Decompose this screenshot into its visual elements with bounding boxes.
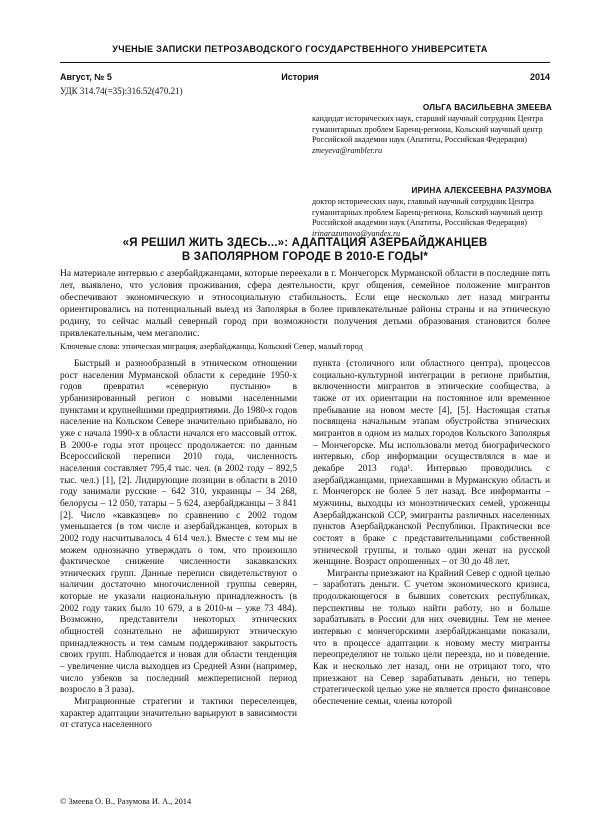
- author-block: [312, 103, 552, 156]
- body-column-right: [313, 359, 550, 709]
- journal-title: УЧЕНЫЕ ЗАПИСКИ ПЕТРОЗАВОДСКОГО ГОСУДАРСТВЕННОГО УНИВЕРСИТЕТА: [112, 44, 488, 54]
- body-column-left: [60, 359, 297, 732]
- article-title-line: «Я РЕШИЛ ЖИТЬ ЗДЕСЬ...»: АДАПТАЦИЯ АЗЕРБАЙДЖАНЦЕВ: [122, 237, 488, 249]
- author-email[interactable]: zmeyeva@rambler.ru: [312, 145, 383, 155]
- copyright-note: © Змеева О. В., Разумова И. А., 2014: [60, 797, 192, 806]
- body-paragraph: Мигранты приезжают на Крайний Север с одной целью – заработать деньги. С учетом экономического кризиса, продолжающегося в бывших советских республиках, перспективы не только найти работу, но и больше зарабатывать в России для них очевидны. Тем не менее интервью с мончегорскими азербайджанцами показали, что в процессе адаптации к новому месту мигранты переопределяют не только цели переезда, но и поведение. Как и несколько лет назад, они не отрицают того, что приезжают на Север зарабатывать деньги, но теперь стратегической целью уже не является просто финансовое обеспечение семьи, члены которой: [313, 568, 550, 708]
- year-label: 2014: [529, 72, 550, 82]
- article-title-line: В ЗАПОЛЯРНОМ ГОРОДЕ В 2010-Е ГОДЫ*: [181, 251, 429, 263]
- author-affiliation: кандидат исторических наук, старший научный сотрудник Центра гуманитарных проблем Баренц-региона, Кольский научный центр Российской академии наук (Апатиты, Российская Федерация): [312, 114, 543, 145]
- section-label: История: [281, 72, 319, 82]
- abstract: На материале интервью с азербайджанцами, которые переехали в г. Мончегорск Мурманской области в последние пять лет, выявлено, что условия проживания, сфера деятельности, круг общения, семейное положение мигрантов обеспечивают экономическую и этносоциальную стабильность. Если еще несколько лет назад мигранты ориентировались на потенциальный выезд из Заполярья в более привлекательные районы страны и на этническую родину, то сейчас малый северный город при возможности получения детьми образования становится более привлекательным, чем мегаполис.: [60, 268, 550, 339]
- issue-label: Август, № 5: [60, 72, 112, 82]
- udk-code: УДК 314.74(=35):316.52(470.21): [60, 86, 183, 96]
- article-title: [60, 236, 550, 264]
- header-rule: [60, 62, 550, 63]
- author-affiliation: доктор исторических наук, главный научный сотрудник Центра гуманитарных проблем Баренц-региона, Кольский научный центр Российской академии наук (Апатиты, Российская Федерация): [312, 197, 543, 228]
- body-paragraph: Миграционные стратегии и тактики переселенцев, характер адаптации значительно варьируют в зависимости от статуса населенного: [60, 697, 297, 731]
- author-name: ОЛЬГА ВАСИЛЬЕВНА ЗМЕЕВА: [422, 103, 552, 112]
- keywords: Ключевые слова: этническая миграция, азербайджанцы, Кольский Север, малый город: [60, 342, 363, 351]
- author-email[interactable]: irinarazumova@yandex.ru: [312, 228, 401, 238]
- author-block: [312, 186, 552, 239]
- author-name: ИРИНА АЛЕКСЕЕВНА РАЗУМОВА: [411, 186, 552, 195]
- body-paragraph: пункта (столичного или областного центра), процессов социально-культурной интеграции в регионе прибытия, включенности мигрантов в этнические сообщества, а также от их ориентации на постоянное или временное пребывание на новом месте [4], [5]. Настоящая статья посвящена начальным этапам обустройства этнических мигрантов в одном из малых городов Кольского Заполярья – Мончегорске. Мы использовали метод биографического интервью, сбор информации осуществлялся в мае и декабре 2013 года¹. Интервью проводились с азербайджанцами, приехавшими в Мурманскую область и г. Мончегорск не более 5 лет назад. Все информанты – мужчины, выходцы из моноэтнических семей, уроженцы Азербайджанской ССР, эмигранты различных населенных пунктов Азербайджанской Республики. Практически все состоят в браке с представительницами собственной этнической группы, и только один женат на русской женщине. Возраст опрошенных – от 30 до 48 лет.: [313, 359, 550, 568]
- body-paragraph: Быстрый и разнообразный в этническом отношении рост населения Мурманской области к середине 1950-х годов превратил «северную пустыню» в урбанизированный регион с новыми населенными пунктами и крупнейшими предприятиями. До 1980-х годов население на Кольском Севере значительно прибывало, но уже с начала 1990-х в области начался его массовый отток. В 2000-е годы этот процесс продолжается: по данным Всероссийской переписи 2010 года, численность населения составляет 795,4 тыс. чел. (в 2002 году – 892,5 тыс. чел.) [1], [2]. Лидирующие позиции в области в 2010 году занимали русские – 642 310, украинцы – 34 268, белорусы – 12 050, татары – 5 624, азербайджанцы – 3 841 [2]. Число «кавказцев» по сравнению с 2002 годом уменьшается (в том числе и азербайджанцев, которых в 2002 году насчитывалось 4 614 чел.). Вместе с тем мы не можем однозначно утверждать о том, что произошло фактическое снижение численности закавказских этнических групп. Данные переписи свидетельствуют о наличии достаточно многочисленной группы северян, которые не указали национальную принадлежность (в 2002 году таких было 10 679, а в 2010-м – уже 73 484). Возможно, представители некоторых этнических общностей сознательно не афишируют этническую принадлежность и тем самым поддерживают закрытость своих групп. Наблюдается и новая для области тенденция – увеличение числа выходцев из Средней Азии (например, число узбеков за последний межпереписной период возросло в 3 раза).: [60, 359, 297, 696]
